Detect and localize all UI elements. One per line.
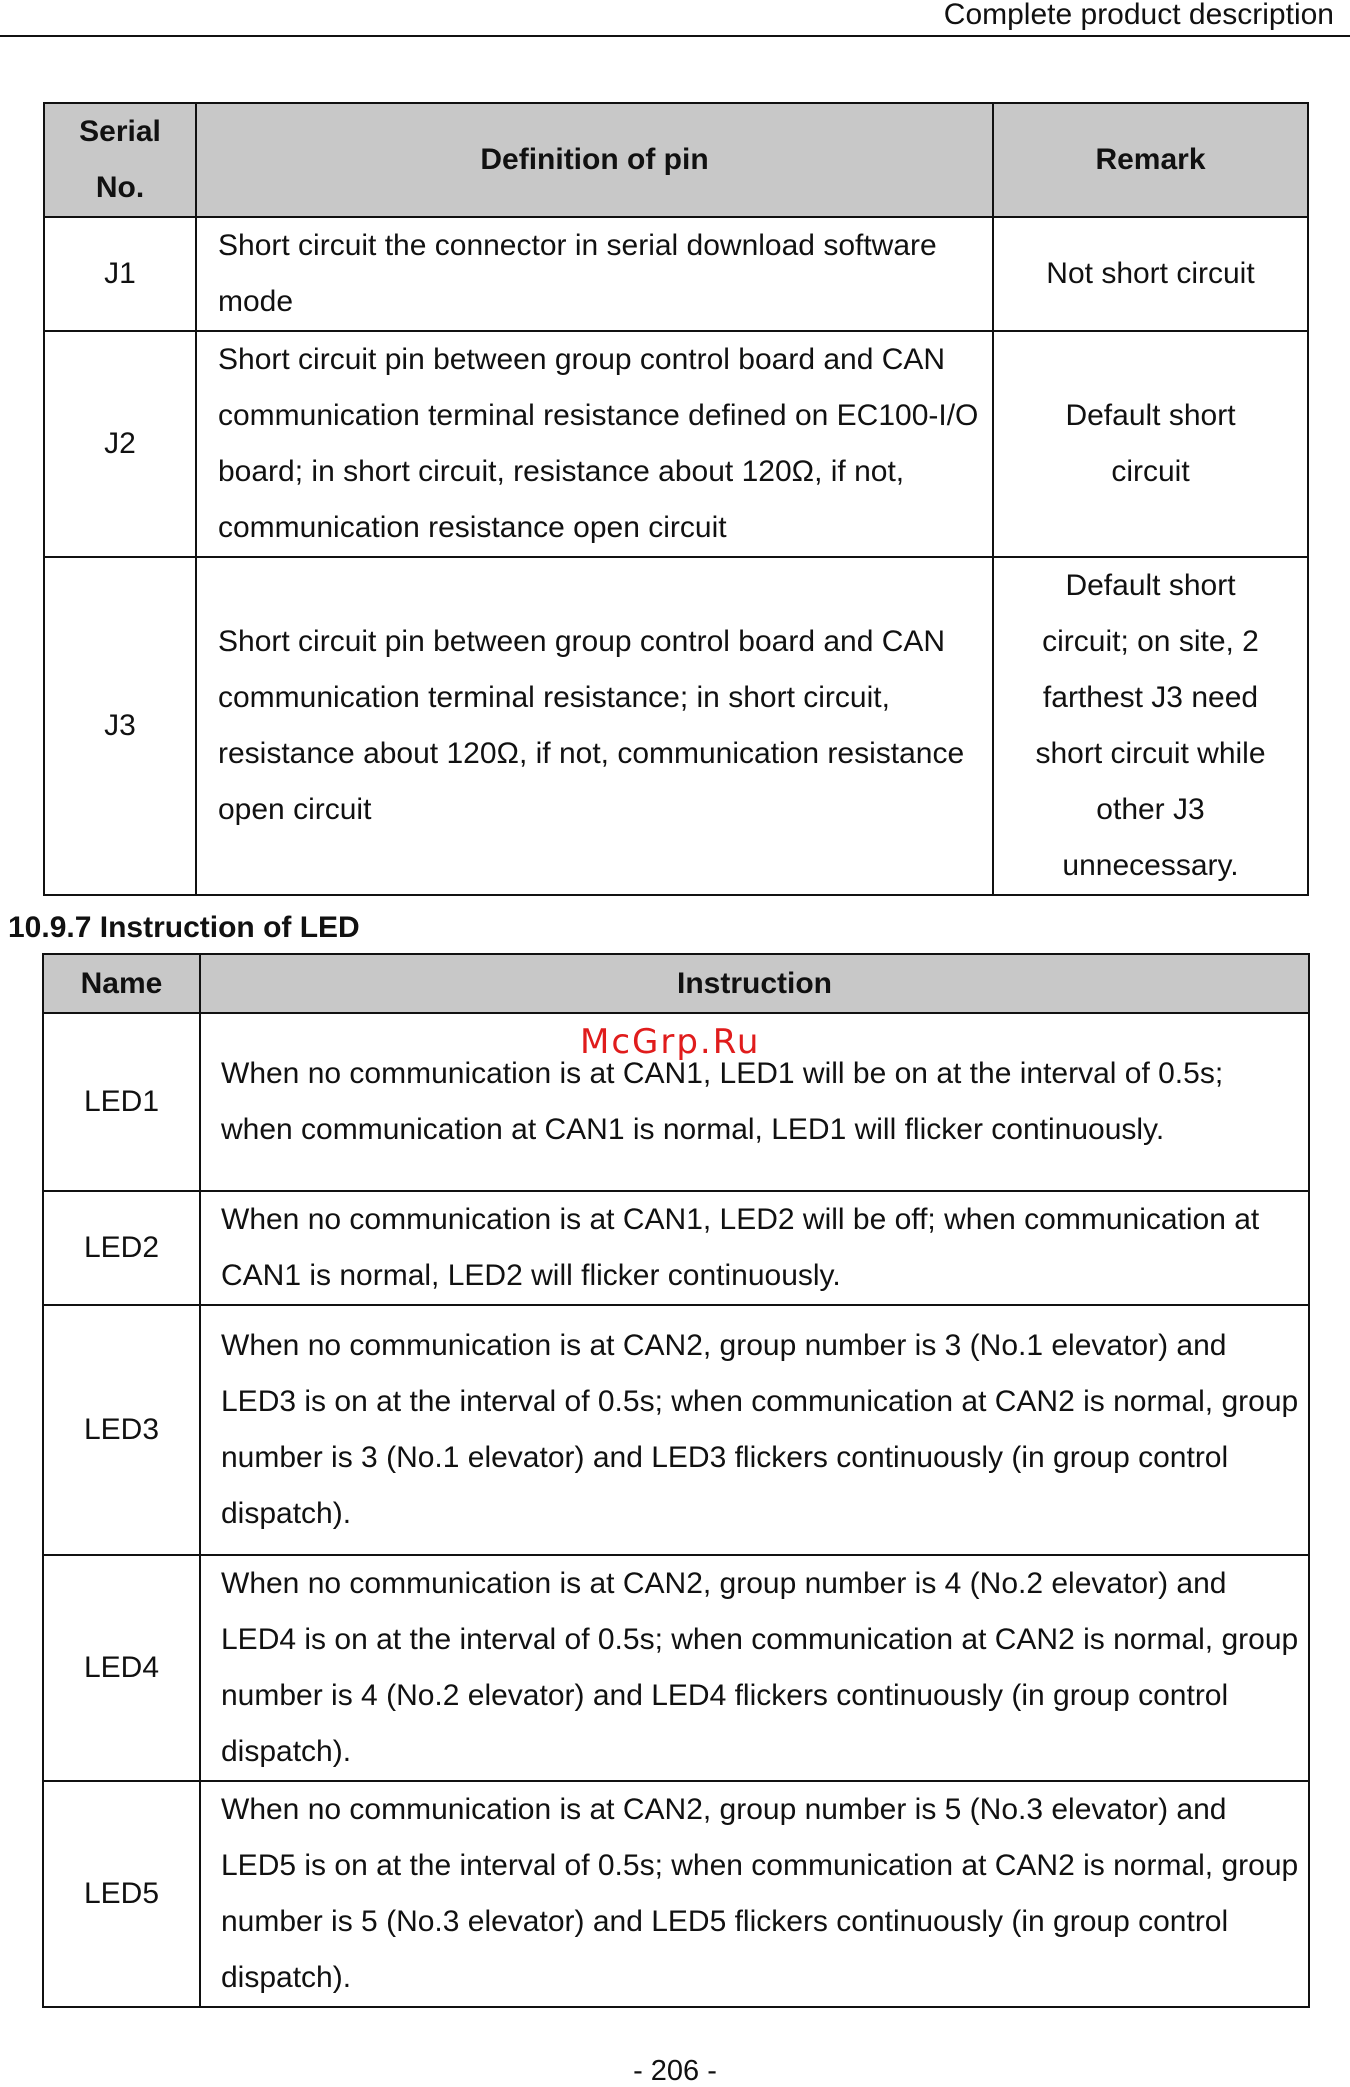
column-header-serial: Serial No. bbox=[44, 103, 196, 217]
watermark: McGrp.Ru bbox=[580, 1022, 761, 1062]
table-row bbox=[44, 217, 1308, 331]
column-header-remark: Remark bbox=[993, 103, 1308, 217]
table-row bbox=[43, 1191, 1309, 1305]
definition-cell: Short circuit the connector in serial download software mode bbox=[196, 217, 993, 331]
remark-cell: Default short circuit bbox=[993, 331, 1308, 557]
page-header-title: Complete product description bbox=[943, 0, 1334, 31]
column-header-name: Name bbox=[43, 954, 200, 1013]
serial-cell: J1 bbox=[44, 217, 196, 331]
led-instruction-cell: When no communication is at CAN1, LED2 will be off; when communication at CAN1 is normal, LED2 will flicker continuously. bbox=[200, 1191, 1309, 1305]
led-name-cell: LED5 bbox=[43, 1781, 200, 2007]
led-name-cell: LED1 bbox=[43, 1013, 200, 1191]
remark-cell: Not short circuit bbox=[993, 217, 1308, 331]
table-row bbox=[43, 1781, 1309, 2007]
led-instruction-cell: When no communication is at CAN2, group number is 5 (No.3 elevator) and LED5 is on at the interval of 0.5s; when communication at CAN2 is normal, group number is 5 (No.3 elevator) and LED5 flickers continuously (in group control dispatch). bbox=[200, 1781, 1309, 2007]
table-header-row bbox=[44, 103, 1308, 217]
page-number: - 206 - bbox=[633, 2055, 717, 2087]
remark-cell: Default short circuit; on site, 2 farthest J3 need short circuit while other J3 unnecessary. bbox=[993, 557, 1308, 895]
column-header-instruction: Instruction bbox=[200, 954, 1309, 1013]
table-header-row bbox=[43, 954, 1309, 1013]
led-instruction-cell: When no communication is at CAN2, group number is 4 (No.2 elevator) and LED4 is on at the interval of 0.5s; when communication at CAN2 is normal, group number is 4 (No.2 elevator) and LED4 flickers continuously (in group control dispatch). bbox=[200, 1555, 1309, 1781]
serial-cell: J2 bbox=[44, 331, 196, 557]
led-instruction-cell: When no communication is at CAN2, group number is 3 (No.1 elevator) and LED3 is on at the interval of 0.5s; when communication at CAN2 is normal, group number is 3 (No.1 elevator) and LED3 flickers continuously (in group control dispatch). bbox=[200, 1305, 1309, 1555]
led-name-cell: LED3 bbox=[43, 1305, 200, 1555]
led-name-cell: LED2 bbox=[43, 1191, 200, 1305]
table-row bbox=[43, 1305, 1309, 1555]
led-instruction-table bbox=[42, 953, 1310, 2008]
definition-cell: Short circuit pin between group control board and CAN communication terminal resistance; in short circuit, resistance about 120Ω, if not, communication resistance open circuit bbox=[196, 557, 993, 895]
led-instruction-cell: When no communication is at CAN1, LED1 will be on at the interval of 0.5s; when communication at CAN1 is normal, LED1 will flicker continuously. bbox=[200, 1013, 1309, 1191]
led-name-cell: LED4 bbox=[43, 1555, 200, 1781]
column-header-definition: Definition of pin bbox=[196, 103, 993, 217]
serial-cell: J3 bbox=[44, 557, 196, 895]
pin-definition-table bbox=[43, 102, 1309, 896]
table-row bbox=[44, 557, 1308, 895]
table-row bbox=[43, 1555, 1309, 1781]
definition-cell: Short circuit pin between group control board and CAN communication terminal resistance defined on EC100-I/O board; in short circuit, resistance about 120Ω, if not, communication resistance open circuit bbox=[196, 331, 993, 557]
section-title: 10.9.7 Instruction of LED bbox=[8, 911, 360, 944]
header-divider bbox=[0, 35, 1350, 37]
table-row bbox=[44, 331, 1308, 557]
